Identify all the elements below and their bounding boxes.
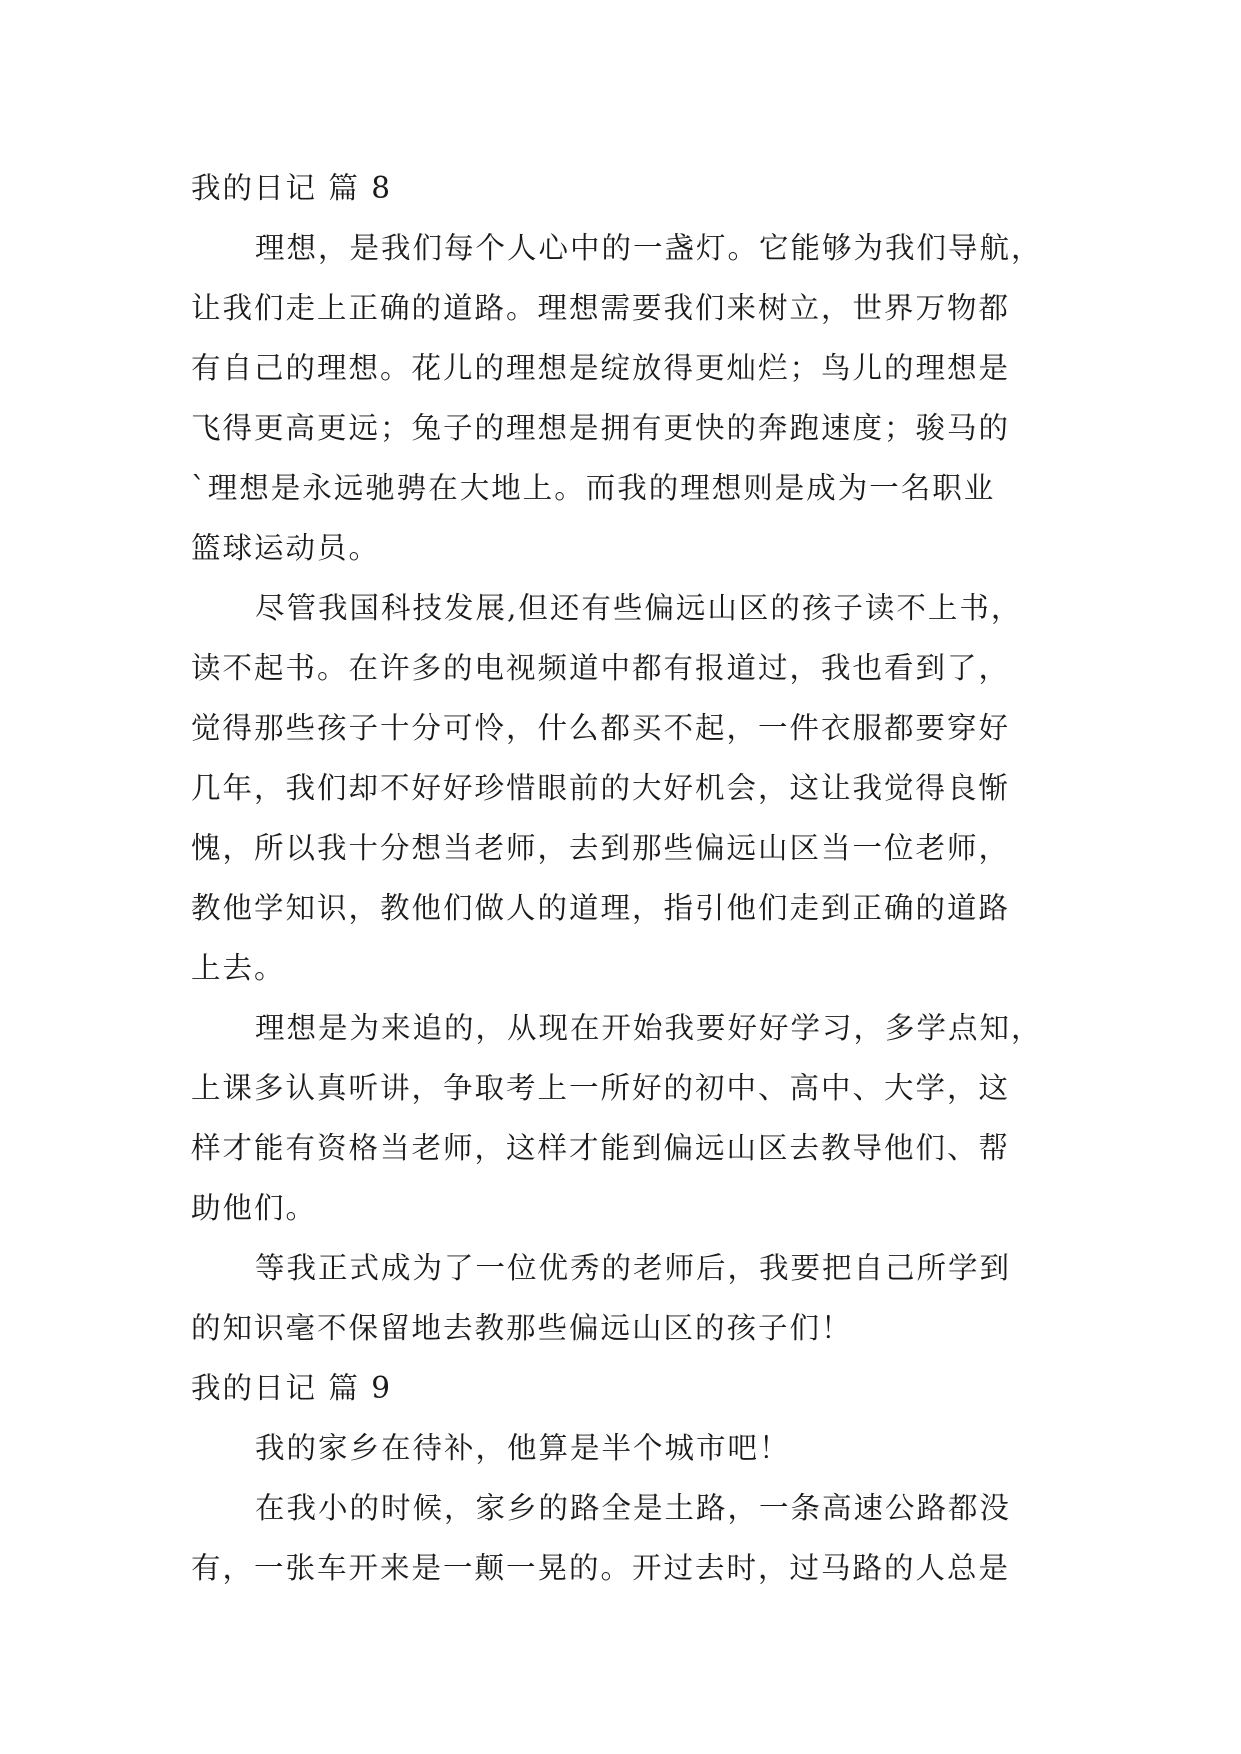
paragraph-line: 几年，我们却不好好珍惜眼前的大好机会，这让我觉得良惭 [191,771,1011,805]
paragraph-line: 上去。 [191,951,286,985]
paragraph [191,578,1051,998]
paragraph [191,998,1051,1238]
paragraph-line: 觉得那些孩子十分可怜，什么都买不起，一件衣服都要穿好 [191,711,1011,745]
paragraph-line: 愧，所以我十分想当老师，去到那些偏远山区当一位老师， [191,831,1011,865]
paragraph-line: 等我正式成为了一位优秀的老师后，我要把自己所学到 [255,1251,1012,1285]
paragraph-line: 读不起书。在许多的电视频道中都有报道过，我也看到了， [191,651,1011,685]
paragraph-line: 让我们走上正确的道路。理想需要我们来树立，世界万物都 [191,291,1011,325]
paragraph-line: `理想是永远驰骋在大地上。而我的理想则是成为一名职业 [191,471,996,505]
paragraph-line: 助他们。 [191,1191,318,1225]
paragraph-line: 理想，是我们每个人心中的一盏灯。它能够为我们导航， [255,231,1043,265]
paragraph [191,1418,1051,1478]
paragraph-line: 的知识毫不保留地去教那些偏远山区的孩子们！ [191,1311,853,1345]
section-heading: 我的日记 篇 9 [191,1371,393,1405]
section-heading: 我的日记 篇 8 [191,171,393,205]
paragraph [191,1238,1051,1358]
paragraph [191,1478,1051,1598]
paragraph-line: 有自己的理想。花儿的理想是绽放得更灿烂；鸟儿的理想是 [191,351,1011,385]
paragraph [191,218,1051,578]
paragraph-line: 在我小的时候，家乡的路全是土路，一条高速公路都没 [255,1491,1012,1525]
paragraph-line: 有，一张车开来是一颠一晃的。开过去时，过马路的人总是 [191,1551,1011,1585]
paragraph-line: 飞得更高更远；兔子的理想是拥有更快的奔跑速度；骏马的 [191,411,1011,445]
paragraph-line: 教他学知识，教他们做人的道理，指引他们走到正确的道路 [191,891,1011,925]
paragraph-line: 篮球运动员。 [191,531,381,565]
paragraph-line: 尽管我国科技发展,但还有些偏远山区的孩子读不上书， [255,591,1023,625]
paragraph-line: 样才能有资格当老师，这样才能到偏远山区去教导他们、帮 [191,1131,1011,1165]
paragraph-line: 上课多认真听讲，争取考上一所好的初中、高中、大学，这 [191,1071,1011,1105]
document-body [191,158,1051,1598]
paragraph-line: 我的家乡在待补，他算是半个城市吧！ [255,1431,791,1465]
paragraph-line: 理想是为来追的，从现在开始我要好好学习，多学点知， [255,1011,1043,1045]
